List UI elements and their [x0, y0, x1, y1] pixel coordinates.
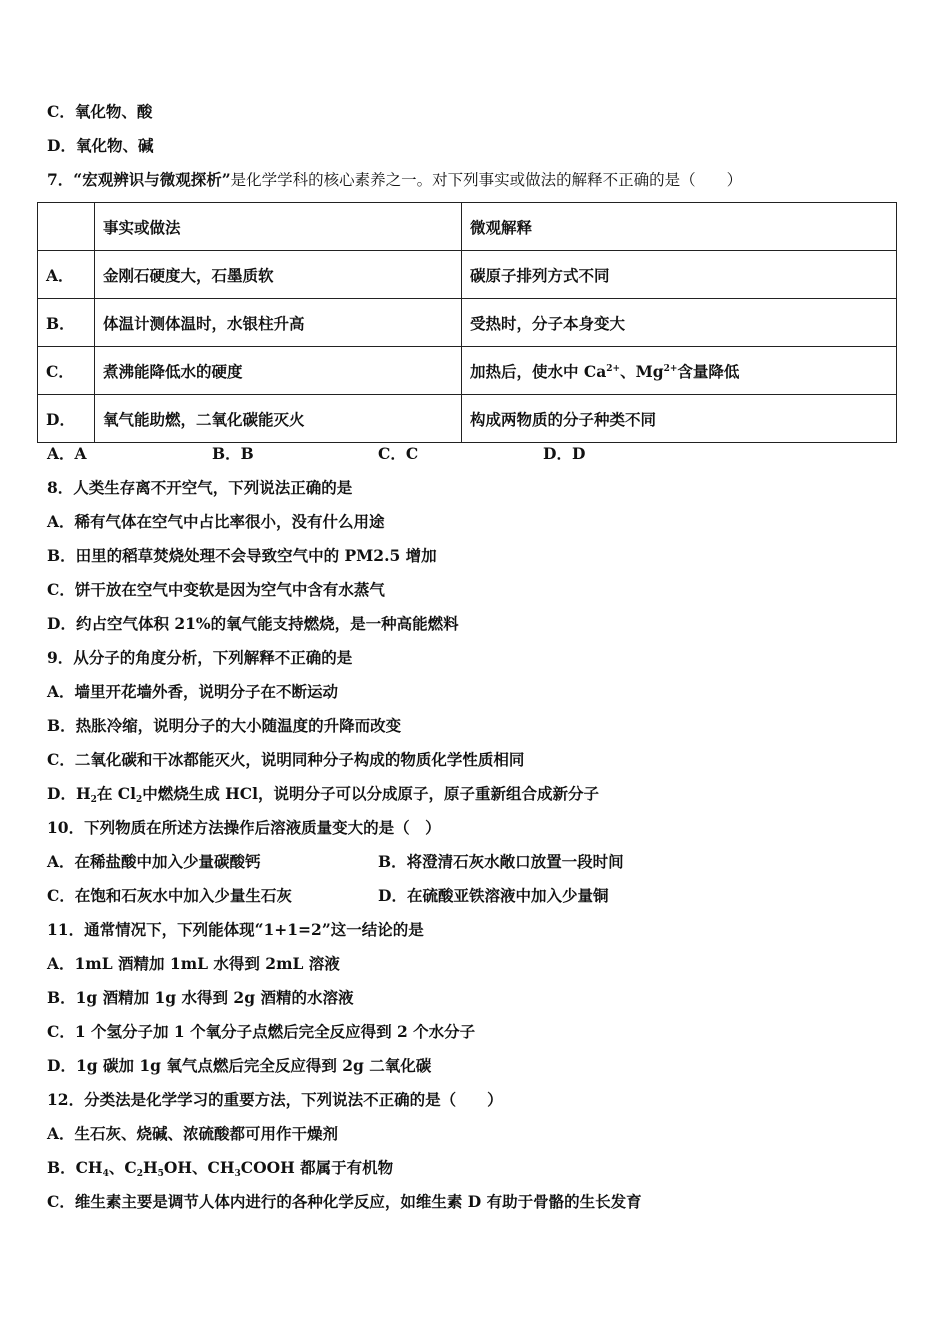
row-fact: 煮沸能降低水的硬度 [95, 347, 462, 395]
table-header-row [38, 203, 897, 251]
q7-answer-a: A．A [47, 444, 87, 463]
q9-option-b: B．热胀冷缩，说明分子的大小随温度的升降而改变 [47, 716, 402, 735]
row-label: B． [38, 299, 95, 347]
q8-option-b: B．田里的稻草焚烧处理不会导致空气中的 PM2.5 增加 [47, 546, 437, 565]
q10-option-c: C．在饱和石灰水中加入少量生石灰 [47, 886, 292, 905]
subscript: 5 [157, 1169, 164, 1179]
q7-answer-b: B．B [212, 444, 254, 463]
row-explain: 受热时，分子本身变大 [462, 299, 897, 347]
row-explain: 碳原子排列方式不同 [462, 251, 897, 299]
table-row [38, 395, 897, 443]
row-explain: 构成两物质的分子种类不同 [462, 395, 897, 443]
row-label: D． [38, 395, 95, 443]
q6-option-d: D．氧化物、碱 [47, 136, 154, 155]
q11-option-a: A．1mL 酒精加 1mL 水得到 2mL 溶液 [47, 954, 340, 973]
q10-option-b: B．将澄清石灰水敞口放置一段时间 [378, 852, 624, 871]
q7-number: 7． [47, 170, 74, 189]
text-part: 中燃烧生成 HCl，说明分子可以分成原子，原子重新组合成新分子 [142, 784, 600, 803]
text-part: 、C [108, 1158, 137, 1177]
q8-option-d: D．约占空气体积 21%的氧气能支持燃烧，是一种高能燃料 [47, 614, 459, 633]
q7-bold-phrase: “宏观辨识与微观探析” [73, 170, 231, 189]
subscript: 2 [90, 795, 97, 805]
explain-part: 、Mg [620, 361, 664, 381]
subscript: 3 [234, 1169, 241, 1179]
text-part: 在 Cl [96, 784, 136, 803]
q10-option-d: D．在硫酸亚铁溶液中加入少量铜 [378, 886, 609, 905]
q12-option-a: A．生石灰、烧碱、浓硫酸都可用作干燥剂 [47, 1124, 339, 1143]
q8-option-c: C．饼干放在空气中变软是因为空气中含有水蒸气 [47, 580, 385, 599]
row-label: A． [38, 251, 95, 299]
text-part: COOH 都属于有机物 [240, 1158, 394, 1177]
q6-option-c: C．氧化物、酸 [47, 102, 153, 121]
q9-option-c: C．二氧化碳和干冰都能灭火，说明同种分子构成的物质化学性质相同 [47, 750, 525, 769]
q11-option-b: B．1g 酒精加 1g 水得到 2g 酒精的水溶液 [47, 988, 354, 1007]
text-part: D．H [47, 784, 91, 803]
q10-stem: 10．下列物质在所述方法操作后溶液质量变大的是（ ） [47, 818, 441, 837]
text-part: H [142, 1158, 158, 1177]
q12-option-b [47, 1158, 393, 1184]
text-part: OH、CH [163, 1158, 235, 1177]
q7-stem [47, 170, 742, 190]
q11-option-c: C．1 个氢分子加 1 个氧分子点燃后完全反应得到 2 个水分子 [47, 1022, 476, 1041]
table-row [38, 251, 897, 299]
table-header-explain: 微观解释 [462, 203, 897, 251]
q9-option-d [47, 784, 599, 810]
row-label: C． [38, 347, 95, 395]
explain-part: 含量降低 [677, 361, 740, 381]
q9-stem: 9．从分子的角度分析，下列解释不正确的是 [47, 648, 353, 667]
explain-part: 加热后，使水中 Ca [470, 361, 607, 381]
table-row [38, 299, 897, 347]
table-row [38, 347, 897, 395]
row-fact: 金刚石硬度大，石墨质软 [95, 251, 462, 299]
subscript: 2 [136, 1169, 143, 1179]
q8-stem: 8．人类生存离不开空气，下列说法正确的是 [47, 478, 353, 497]
row-fact: 体温计测体温时，水银柱升高 [95, 299, 462, 347]
table-header-cell [38, 203, 95, 251]
q7-stem-text: 是化学学科的核心素养之一。对下列事实或做法的解释不正确的是（ ） [230, 171, 743, 189]
q12-option-c: C．维生素主要是调节人体内进行的各种化学反应，如维生素 D 有助于骨骼的生长发育 [47, 1192, 642, 1211]
q10-option-a: A．在稀盐酸中加入少量碳酸钙 [47, 852, 261, 871]
q7-answer-d: D．D [543, 444, 586, 463]
q11-option-d: D．1g 碳加 1g 氧气点燃后完全反应得到 2g 二氧化碳 [47, 1056, 432, 1075]
table-header-fact: 事实或做法 [95, 203, 462, 251]
subscript: 4 [102, 1169, 109, 1179]
row-fact: 氧气能助燃，二氧化碳能灭火 [95, 395, 462, 443]
q7-answer-c: C．C [378, 444, 419, 463]
q9-option-a: A．墙里开花墙外香，说明分子在不断运动 [47, 682, 339, 701]
row-explain [462, 347, 897, 395]
q8-option-a: A．稀有气体在空气中占比率很小，没有什么用途 [47, 512, 385, 531]
superscript: 2+ [606, 363, 621, 374]
text-part: B．CH [47, 1158, 103, 1177]
subscript: 2 [135, 795, 143, 805]
q11-stem: 11．通常情况下，下列能体现“1+1=2”这一结论的是 [47, 920, 424, 939]
q12-stem: 12．分类法是化学学习的重要方法，下列说法不正确的是（ ） [47, 1090, 503, 1109]
superscript: 2+ [663, 363, 678, 374]
q7-table [37, 202, 897, 443]
